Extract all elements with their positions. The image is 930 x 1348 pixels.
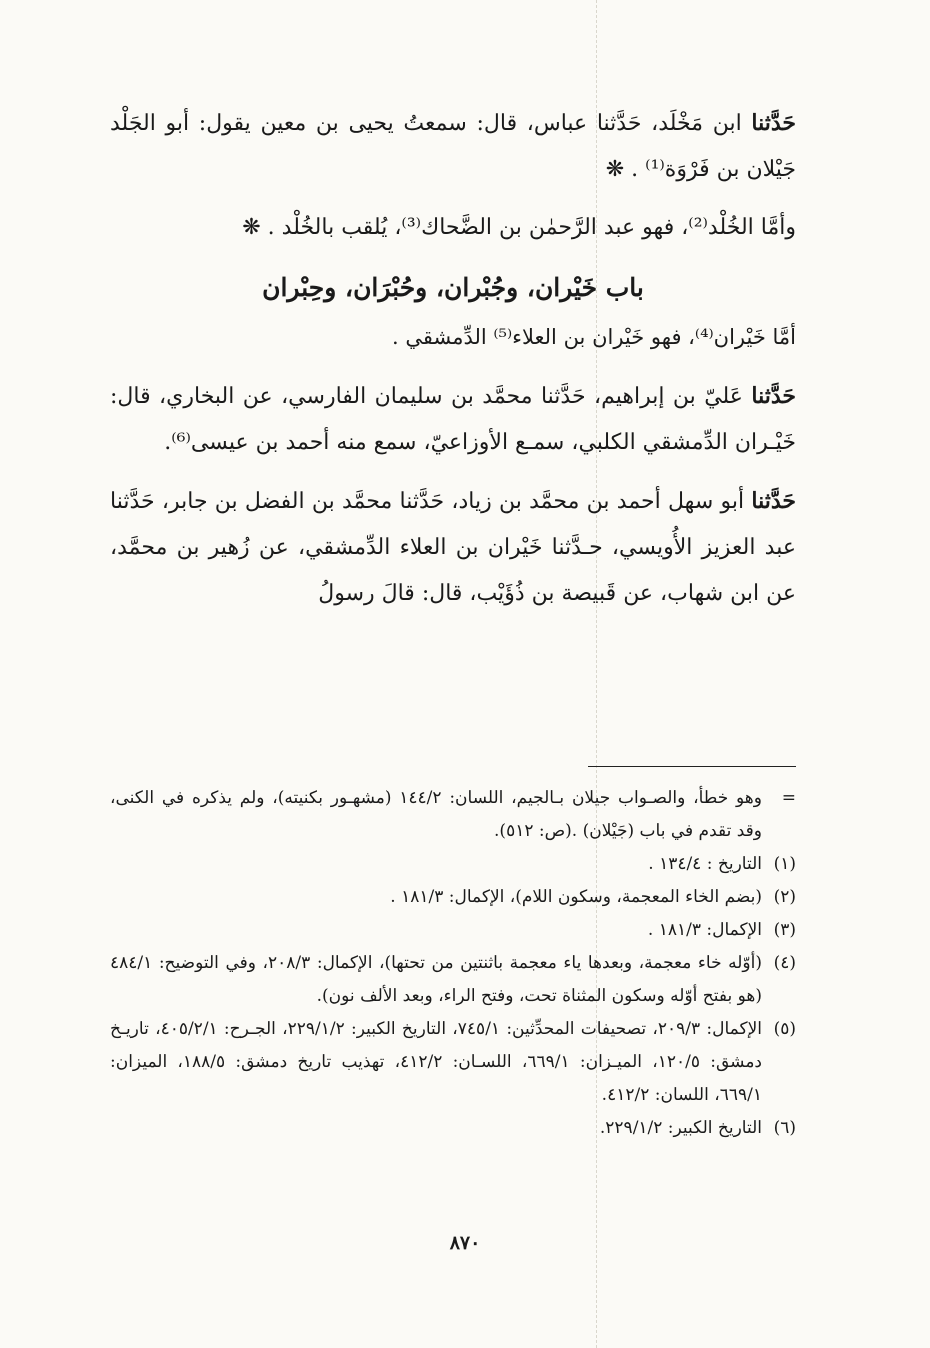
footnote-text: الإكمال: ١٨١/٣ .	[647, 920, 762, 940]
footnote-number: (٣)	[773, 920, 796, 940]
footnotes	[110, 782, 796, 1145]
footnote	[110, 947, 796, 1013]
paragraph-1-lead: حَدَّثنا	[751, 110, 796, 136]
footnote	[110, 782, 796, 848]
footnote-text: التاريخ : ١٣٤/٤ .	[648, 854, 762, 874]
paragraph-3	[110, 373, 796, 466]
paragraph-1-text: ابن مَخْلَد، حَدَّثنا عباس، قال: سمعتُ يحيى بن معين يقول: أبو الجَلْد جَيْلان بن فَرْوَة⁽¹⁾ . ❋	[110, 111, 796, 182]
paragraph-2	[110, 205, 796, 251]
footnote-number: (٥)	[773, 1019, 796, 1039]
footnote-text: (بضم الخاء المعجمة، وسكون اللام)، الإكمال: ١٨١/٣ .	[390, 887, 762, 907]
paragraph-3-text: عَليّ بن إبراهيم، حَدَّثنا محمَّد بن سليمان الفارسي، عن البخاري، قال: خَيْـران الدِّمشقي الكلبي، سمـع الأوزاعيّ، سمع منه أحمد بن عيسى⁽⁶⁾.	[110, 384, 796, 455]
paragraph-4	[110, 478, 796, 617]
paragraph-2-text: وأمَّا الخُلْد⁽²⁾، فهو عبد الرَّحمٰن بن الضَّحاك⁽³⁾، يُلقب بالخُلْد . ❋	[242, 215, 796, 240]
footnote-number: (٦)	[773, 1118, 796, 1138]
footnote-separator	[588, 766, 796, 767]
paragraph-1	[110, 100, 796, 193]
footnote-number: (٢)	[773, 887, 796, 907]
paragraph-3-lead: حَدَّثنا	[751, 383, 796, 409]
paragraph-4-lead: حَدَّثنا	[751, 488, 796, 514]
footnote	[110, 1013, 796, 1112]
main-text	[110, 100, 796, 617]
footnote	[110, 881, 796, 914]
paragraph-4-text: أبو سهل أحمد بن محمَّد بن زياد، حَدَّثنا محمَّد بن الفضل بن جابر، حَدَّثنا عبد العزيز الأُويسي، حـدَّثنا خَيْران بن العلاء الدِّمشقي، عن زُهير بن محمَّد، عن ابن شهاب، عن قَبيصة بن ذُؤَيْب، قال: قالَ رسولُ	[110, 489, 796, 606]
page-number: ٨٧٠	[449, 1232, 481, 1254]
footnote-text: (أوّله خاء معجمة، وبعدها ياء معجمة باثنتين من تحتها)، الإكمال: ٢٠٨/٣، وفي التوضيح: ٤٨٤/١ (هو بفتح أوّله وسكون المثناة تحت، وفتح الراء، وبعد الألف نون).	[110, 953, 762, 1006]
heading-subtext: أمَّا خَيْران⁽⁴⁾، فهو خَيْران بن العلاء⁽⁵⁾ الدِّمشقي .	[391, 325, 796, 349]
footnote-number: (٤)	[773, 953, 796, 973]
footnote-number: =	[781, 788, 796, 808]
footnote	[110, 848, 796, 881]
footnote-number: (١)	[773, 854, 796, 874]
footnote-text: الإكمال: ٢٠٩/٣، تصحيفات المحدِّثين: ٧٤٥/١، التاريخ الكبير: ٢٢٩/١/٢، الجـرح: ٤٠٥/٢/١، تاريـخ دمشق: ١٢٠/٥، الميـزان: ٦٦٩/١، اللسـان: ٤١٢/٢، تهذيب تاريخ دمشق: ١٨٨/٥، الميزان: ٦٦٩/١، اللسان: ٤١٢/٢.	[110, 1019, 762, 1105]
footnote	[110, 1112, 796, 1145]
chapter-heading: باب خَيْران، وجُبْران، وحُبْرَان، وحِبْران	[262, 273, 644, 302]
footnote	[110, 914, 796, 947]
footnote-text: التاريخ الكبير: ٢٢٩/١/٢.	[599, 1118, 762, 1138]
footnote-text: وهو خطأ، والصـواب جيلان بـالجيم، اللسان: ١٤٤/٢ (مشهـور بكنيته)، ولم يذكره في الكنى، وقد تقدم في باب (جَيْلان) .(ص: ٥١٢).	[110, 788, 762, 841]
